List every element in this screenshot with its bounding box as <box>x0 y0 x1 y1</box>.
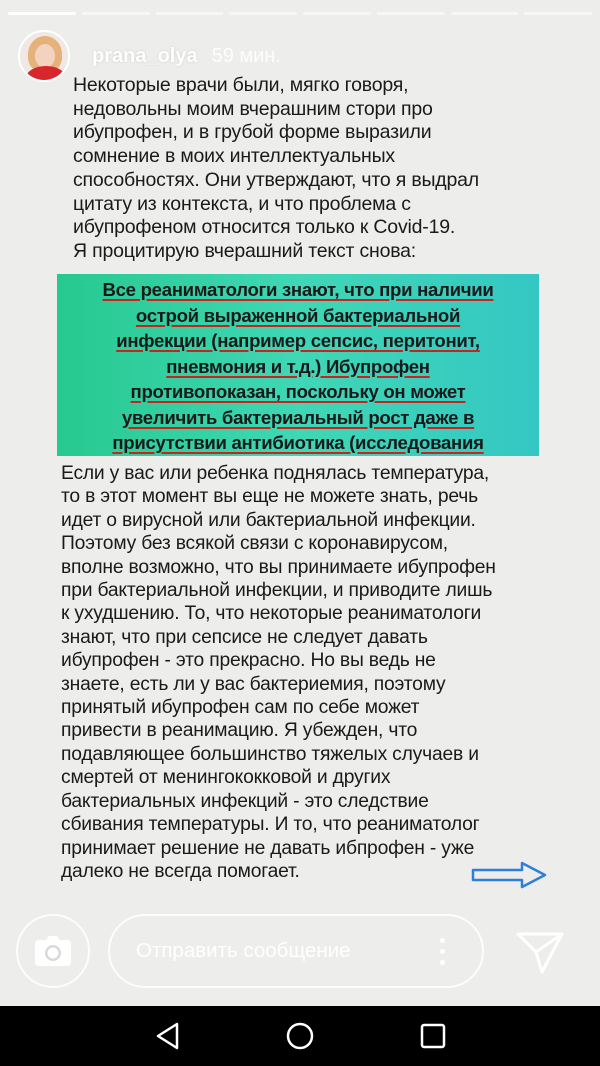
body-line: бактериальных инфекций - это следствие <box>61 790 429 812</box>
body-line: Поэтому без всякой связи с коронавирусом, <box>61 533 448 555</box>
message-input-placeholder: Отправить сообщение <box>136 939 351 962</box>
message-input[interactable] <box>108 914 484 988</box>
progress-segment <box>303 12 371 15</box>
body-line: знают, что при сепсисе не следует давать <box>61 626 428 648</box>
progress-segment <box>524 12 592 15</box>
progress-segment <box>229 12 297 15</box>
intro-line: ибупрофен, и в грубой форме выразили <box>73 121 432 144</box>
intro-line: цитату из контекста, и что проблема с <box>73 192 411 215</box>
intro-line: сомнение в моих интеллектуальных <box>73 145 395 168</box>
reply-bar <box>0 912 600 1006</box>
username[interactable]: prana_olya <box>92 44 198 67</box>
quote-line: инфекции (например сепсис, перитонит, <box>116 330 480 351</box>
body-line: знаете, есть ли у вас бактериемия, поэтому <box>61 673 446 695</box>
quote-line: пневмония и т.д.) Ибупрофен <box>166 355 430 377</box>
progress-segment <box>377 12 445 15</box>
body-line: вполне возможно, что вы принимаете ибупрофен <box>61 556 496 578</box>
home-circle-icon[interactable] <box>285 1021 315 1051</box>
progress-segment <box>156 12 224 15</box>
story-progress-bar <box>8 12 592 15</box>
system-navigation-bar <box>0 1006 600 1066</box>
intro-line: Некоторые врачи были, мягко говоря, <box>73 74 409 96</box>
body-line: смертей от менингококковой и других <box>61 767 391 789</box>
quote-text <box>57 274 539 456</box>
body-line: далеко не всегда помогает. <box>61 860 300 882</box>
back-triangle-icon[interactable] <box>153 1021 183 1051</box>
camera-button[interactable] <box>16 914 90 988</box>
body-paragraph <box>61 462 553 883</box>
quote-line: Все реаниматологи знают, что при наличии <box>102 279 494 300</box>
intro-line: способностях. Они утверждают, что я выдрал <box>73 168 479 191</box>
user-avatar[interactable] <box>18 30 70 82</box>
body-line: подавляющее большинство тяжелых случаев и <box>61 743 479 765</box>
recents-square-icon[interactable] <box>418 1021 448 1051</box>
arrow-right-icon <box>470 860 548 890</box>
body-line: ибупрофен - это прекрасно. Но вы ведь не <box>61 650 436 672</box>
quote-line: увеличить бактериальный рост даже в <box>121 406 475 428</box>
progress-segment <box>451 12 519 15</box>
quote-line: противопоказан, поскольку он может <box>130 381 466 402</box>
body-line: сбивания температуры. И то, что реаниматолог <box>61 814 480 836</box>
body-line: принимает решение не давать ибпрофен - уже <box>61 837 475 859</box>
body-line: то в этот момент вы еще не можете знать, речь <box>61 486 478 508</box>
quote-line: острой выраженной бактериальной <box>135 304 461 326</box>
intro-line: Я процитирую вчерашний текст снова: <box>73 239 417 262</box>
quote-block <box>57 274 539 456</box>
body-line: при бактериальной инфекции, и приводите лишь <box>61 580 493 602</box>
body-line: Если у вас или ребенка поднялась температура, <box>61 463 490 484</box>
quote-line: присутствии антибиотика (исследования <box>112 432 484 453</box>
more-vertical-icon[interactable] <box>440 938 446 968</box>
send-icon[interactable] <box>514 928 566 976</box>
progress-segment <box>8 12 76 15</box>
body-line: принятый ибупрофен сам по себе может <box>61 697 420 719</box>
intro-paragraph <box>73 74 573 264</box>
body-line: идет о вирусной или бактериальной инфекции. <box>61 509 476 531</box>
intro-line: недовольны моим вчерашним стори про <box>73 97 433 120</box>
progress-segment <box>82 12 150 15</box>
body-line: к ухудшению. То, что некоторые реаниматологи <box>61 603 482 625</box>
intro-line: ибупрофеном относится только к Covid-19. <box>73 216 456 239</box>
body-line: привести в реанимацию. Я убежден, что <box>61 720 418 742</box>
story-timestamp: 59 мин. <box>211 44 281 67</box>
camera-icon <box>35 936 71 966</box>
